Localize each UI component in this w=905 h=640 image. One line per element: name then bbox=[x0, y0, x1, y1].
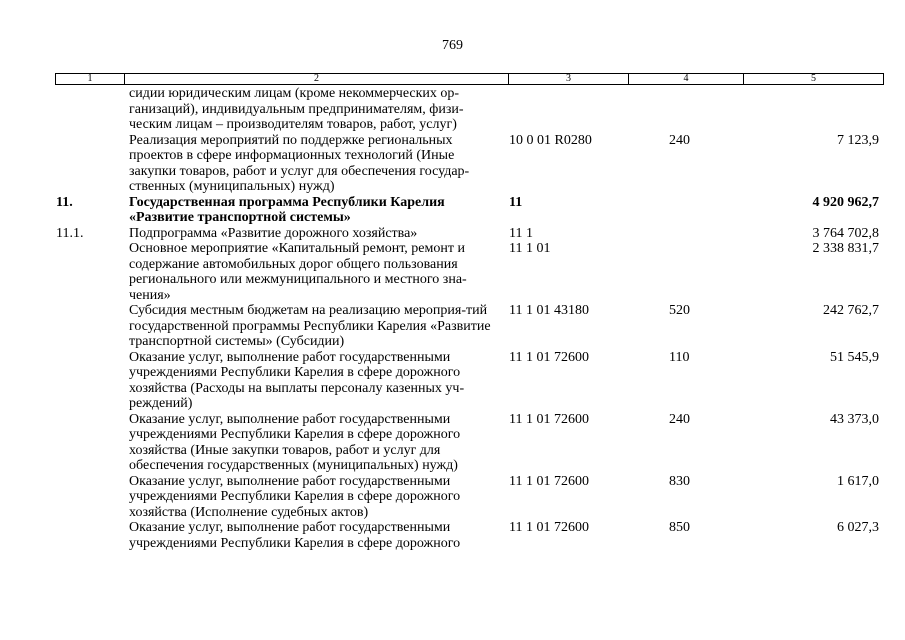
row-number bbox=[0, 241, 128, 303]
header-col-4: 4 bbox=[629, 74, 744, 84]
row-code: 11 1 01 43180 bbox=[509, 303, 589, 318]
row-expense-type bbox=[669, 86, 729, 133]
header-col-1: 1 bbox=[56, 74, 125, 84]
row-name: сидии юридическим лицам (кроме некоммерческих ор-ганизаций), индивидуальным предпринимателям, физи-ческим лицам – производителям товаров, работ, услуг) bbox=[129, 86, 464, 132]
table-row bbox=[0, 303, 905, 350]
row-name: Оказание услуг, выполнение работ государственными учреждениями Республики Карелия в сфере дорожного хозяйства (Исполнение судебных актов) bbox=[129, 473, 461, 520]
table-row bbox=[0, 133, 905, 195]
table-row bbox=[0, 195, 905, 226]
header-col-3: 3 bbox=[509, 74, 629, 84]
row-code: 10 0 01 R0280 bbox=[509, 132, 592, 148]
table-row bbox=[0, 350, 905, 412]
row-number bbox=[0, 303, 128, 350]
row-sum: 2 338 831,7 bbox=[812, 241, 879, 256]
row-code: 11 bbox=[509, 194, 523, 210]
row-expense-type: 520 bbox=[669, 303, 690, 318]
row-code: 11 1 01 72600 bbox=[509, 520, 589, 535]
row-name: Субсидия местным бюджетам на реализацию мероприя-тий государственной программы Республики Карелия «Развитие транспортной системы» (Субсидии) bbox=[129, 303, 491, 349]
row-sum: 4 920 962,7 bbox=[812, 194, 879, 210]
row-sum: 43 373,0 bbox=[830, 411, 879, 427]
row-expense-type bbox=[669, 241, 729, 303]
page-number: 769 bbox=[442, 38, 463, 53]
row-name: Оказание услуг, выполнение работ государственными учреждениями Республики Карелия в сфере дорожного хозяйства (Расходы на выплаты персоналу казенных уч-реждений) bbox=[129, 349, 465, 411]
row-name: Реализация мероприятий по поддержке региональных проектов в сфере информационных технологий (Иные закупки товаров, работ и услуг для обеспечения государ-ственных (муниципальных) нужд) bbox=[129, 132, 470, 194]
row-code: 11 1 01 bbox=[509, 241, 551, 256]
row-code: 11 1 01 72600 bbox=[509, 349, 589, 365]
row-expense-type: 240 bbox=[669, 411, 690, 427]
row-expense-type bbox=[669, 226, 729, 242]
row-sum: 3 764 702,8 bbox=[812, 225, 879, 241]
table-header bbox=[55, 73, 884, 85]
row-expense-type: 850 bbox=[669, 520, 690, 535]
table-row bbox=[0, 86, 905, 133]
row-name: Государственная программа Республики Карелия «Развитие транспортной системы» bbox=[129, 194, 445, 225]
row-code: 11 1 01 72600 bbox=[509, 411, 589, 427]
row-sum: 1 617,0 bbox=[837, 473, 879, 489]
row-number: 11. bbox=[56, 194, 73, 210]
table-row bbox=[0, 241, 905, 303]
table-body bbox=[0, 86, 905, 551]
row-code: 11 1 01 72600 bbox=[509, 473, 589, 489]
row-code: 11 1 bbox=[509, 225, 533, 241]
row-sum: 242 762,7 bbox=[823, 303, 879, 318]
row-expense-type: 110 bbox=[669, 349, 690, 365]
row-expense-type: 240 bbox=[669, 132, 690, 148]
row-name: Основное мероприятие «Капитальный ремонт, ремонт и содержание автомобильных дорог общего пользования регионального или межмуниципального и местного зна-чения» bbox=[129, 241, 467, 303]
table-row bbox=[0, 412, 905, 474]
row-expense-type bbox=[669, 195, 729, 226]
row-name: Оказание услуг, выполнение работ государственными учреждениями Республики Карелия в сфере дорожного bbox=[129, 520, 461, 551]
row-number bbox=[0, 86, 128, 133]
row-sum: 7 123,9 bbox=[837, 132, 879, 148]
header-col-5: 5 bbox=[811, 73, 816, 84]
row-name: Оказание услуг, выполнение работ государственными учреждениями Республики Карелия в сфере дорожного хозяйства (Иные закупки товаров, работ и услуг для обеспечения государственных (муниципальных) нужд) bbox=[129, 411, 461, 473]
row-number bbox=[0, 520, 128, 551]
row-sum: 51 545,9 bbox=[830, 349, 879, 365]
table-row bbox=[0, 520, 905, 551]
row-number bbox=[0, 133, 128, 195]
table-row bbox=[0, 226, 905, 242]
row-code bbox=[509, 86, 669, 133]
row-sum: 6 027,3 bbox=[837, 520, 879, 535]
row-number bbox=[0, 474, 128, 521]
row-number bbox=[0, 350, 128, 412]
row-number: 11.1. bbox=[56, 225, 84, 241]
row-name: Подпрограмма «Развитие дорожного хозяйства» bbox=[129, 225, 418, 241]
row-expense-type: 830 bbox=[669, 473, 690, 489]
row-sum bbox=[729, 86, 879, 133]
table-row bbox=[0, 474, 905, 521]
row-number bbox=[0, 412, 128, 474]
header-col-2: 2 bbox=[125, 74, 509, 84]
